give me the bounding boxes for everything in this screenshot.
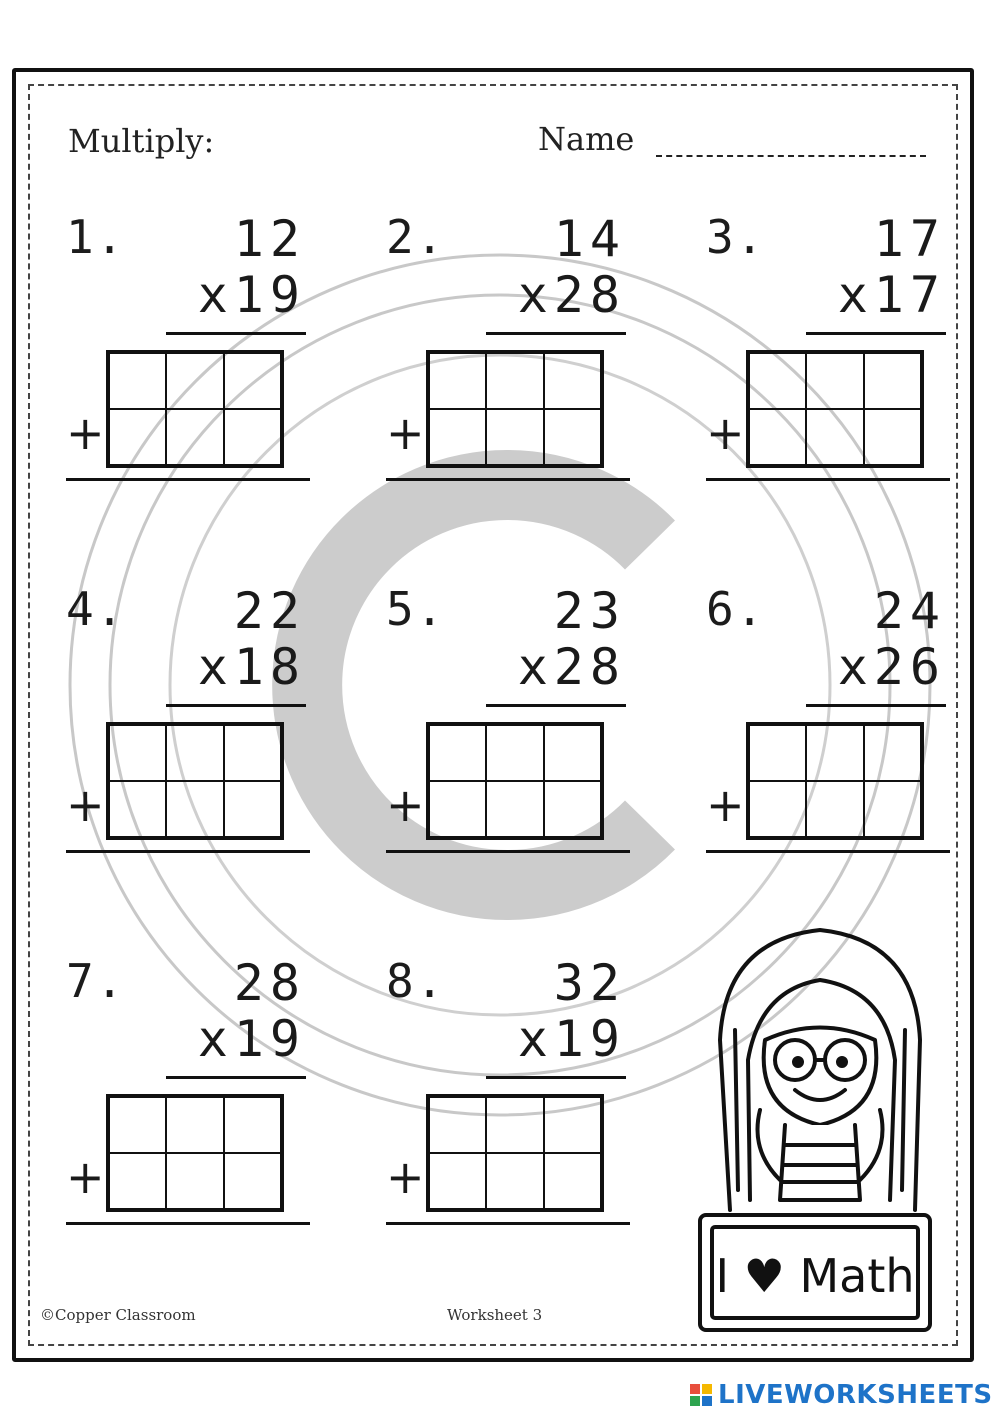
liveworksheets-brand[interactable] — [690, 1380, 993, 1410]
problem-number: 5. — [386, 582, 446, 636]
brand-name: LIVEWORKSHEETS — [718, 1380, 993, 1410]
name-label: Name — [538, 120, 635, 158]
product-rule — [806, 704, 946, 707]
problem-1 — [66, 210, 306, 490]
plus-sign: + — [66, 1150, 105, 1204]
multiplier: x28 — [517, 638, 626, 696]
problem-number: 3. — [706, 210, 766, 264]
problem-number: 8. — [386, 954, 446, 1008]
answer-grid[interactable] — [106, 722, 284, 840]
problem-3 — [706, 210, 946, 490]
answer-grid[interactable] — [426, 722, 604, 840]
girl-illustration — [690, 920, 940, 1340]
math-sign-text: I ♥ Math — [715, 1249, 915, 1303]
answer-line — [66, 1222, 310, 1225]
multiplier: x17 — [837, 266, 946, 324]
problem-number: 4. — [66, 582, 126, 636]
product-rule — [486, 1076, 626, 1079]
plus-sign: + — [706, 778, 745, 832]
name-field-line[interactable] — [656, 155, 926, 157]
answer-line — [66, 478, 310, 481]
plus-sign: + — [386, 778, 425, 832]
problem-number: 7. — [66, 954, 126, 1008]
multiplicand: 23 — [553, 582, 626, 640]
plus-sign: + — [66, 778, 105, 832]
multiplier: x19 — [517, 1010, 626, 1068]
liveworksheets-logo-icon — [690, 1384, 712, 1406]
problem-4 — [66, 582, 306, 862]
plus-sign: + — [386, 406, 425, 460]
problem-7 — [66, 954, 306, 1234]
product-rule — [166, 1076, 306, 1079]
problem-6 — [706, 582, 946, 862]
answer-line — [706, 850, 950, 853]
multiplicand: 22 — [233, 582, 306, 640]
answer-line — [706, 478, 950, 481]
problem-number: 2. — [386, 210, 446, 264]
answer-line — [386, 1222, 630, 1225]
problem-5 — [386, 582, 626, 862]
product-rule — [806, 332, 946, 335]
problem-8 — [386, 954, 626, 1234]
multiplicand: 32 — [553, 954, 626, 1012]
plus-sign: + — [386, 1150, 425, 1204]
multiplicand: 28 — [233, 954, 306, 1012]
answer-grid[interactable] — [746, 722, 924, 840]
answer-grid[interactable] — [106, 1094, 284, 1212]
answer-grid[interactable] — [426, 1094, 604, 1212]
multiplicand: 17 — [873, 210, 946, 268]
worksheet-label: Worksheet 3 — [447, 1306, 543, 1324]
product-rule — [166, 704, 306, 707]
multiplier: x18 — [197, 638, 306, 696]
multiplicand: 12 — [233, 210, 306, 268]
copyright-text: ©Copper Classroom — [40, 1306, 196, 1324]
plus-sign: + — [706, 406, 745, 460]
problem-2 — [386, 210, 626, 490]
answer-line — [66, 850, 310, 853]
answer-line — [386, 850, 630, 853]
instruction-label: Multiply: — [68, 122, 215, 160]
answer-line — [386, 478, 630, 481]
product-rule — [486, 704, 626, 707]
problem-number: 1. — [66, 210, 126, 264]
multiplicand: 14 — [553, 210, 626, 268]
multiplier: x28 — [517, 266, 626, 324]
multiplier: x19 — [197, 1010, 306, 1068]
answer-grid[interactable] — [106, 350, 284, 468]
problem-number: 6. — [706, 582, 766, 636]
answer-grid[interactable] — [746, 350, 924, 468]
multiplier: x26 — [837, 638, 946, 696]
product-rule — [166, 332, 306, 335]
answer-grid[interactable] — [426, 350, 604, 468]
product-rule — [486, 332, 626, 335]
multiplicand: 24 — [873, 582, 946, 640]
plus-sign: + — [66, 406, 105, 460]
multiplier: x19 — [197, 266, 306, 324]
